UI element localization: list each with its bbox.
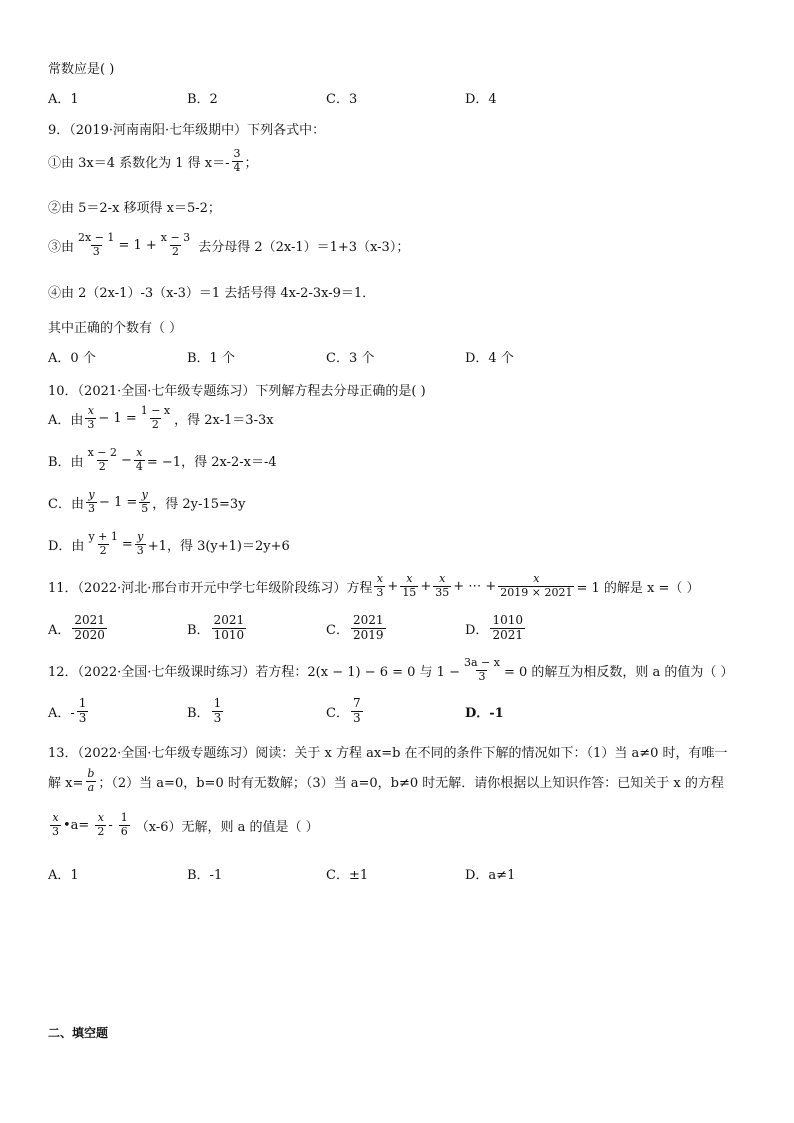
q9-options bbox=[48, 347, 604, 366]
q9-item-4: ④由 2（2x-1）-3（x-3）＝1 去括号得 4x-2-3x-9＝1． bbox=[48, 286, 376, 301]
q8-option-c: C．3 bbox=[326, 92, 358, 107]
q12-fraction: $\frac{3a - x}{3}$ bbox=[463, 656, 500, 683]
q12-stem: 12．（2022·全国·七年级课时练习）若方程：2(x − 1) − 6 = 0 与 1 − $\frac{3a - x}{3}$ = 0 的解互为相反数，则 a 的值为（ ） bbox=[48, 656, 734, 683]
q10-c-fraction-1: $\frac{y}{3}$ bbox=[87, 488, 95, 515]
q13-option-b: B．-1 bbox=[187, 868, 223, 883]
q9-option-d: D．4 个 bbox=[465, 351, 514, 366]
q11-option-c: C． $\frac{2021}{2019}$ bbox=[326, 613, 384, 642]
q12-option-d: D．-1 bbox=[465, 705, 504, 721]
q10-b-fraction-1: $\frac{x - 2}{2}$ bbox=[87, 446, 117, 473]
q13-fraction-2: $\frac{x}{2}$ bbox=[97, 811, 105, 838]
q10-option-a: A．由 $\frac{x}{3}$ − 1 = $\frac{1 - x}{2}$ ，得 2x-1＝3-3x bbox=[48, 404, 274, 431]
q11-option-d: D． $\frac{1010}{2021}$ bbox=[465, 613, 523, 642]
q8-option-d: D．4 bbox=[465, 92, 497, 107]
q8-option-a: A．1 bbox=[48, 92, 79, 107]
q13-option-c: C．±1 bbox=[326, 868, 369, 883]
q10-c-fraction-2: $\frac{y}{5}$ bbox=[141, 488, 149, 515]
q9-item-3-fraction-2: $\frac{x - 3}{2}$ bbox=[160, 231, 191, 258]
q10-a-fraction-1: $\frac{x}{3}$ bbox=[87, 404, 95, 431]
q10-d-fraction-2: $\frac{y}{3}$ bbox=[136, 530, 144, 557]
q10-option-b: B．由 $\frac{x - 2}{2}$ − $\frac{x}{4}$ = −1，得 2x-2-x＝-4 bbox=[48, 446, 277, 473]
q9-item-1: ①由 3x＝4 系数化为 1 得 x＝- $\frac{3}{4}$ ； bbox=[48, 147, 258, 174]
q11-option-b: B． $\frac{2021}{1010}$ bbox=[187, 613, 245, 642]
q13-fraction-b-over-a: $\frac{b}{a}$ bbox=[87, 767, 95, 794]
q13-option-d: D．a≠1 bbox=[465, 868, 516, 883]
q9-item-1-fraction: $\frac{3}{4}$ bbox=[233, 147, 241, 174]
q11-options bbox=[48, 614, 604, 643]
q10-d-fraction-1: $\frac{y + 1}{2}$ bbox=[88, 530, 118, 557]
q13-options bbox=[48, 864, 604, 883]
q10-option-d: D．由 $\frac{y + 1}{2}$ = $\frac{y}{3}$ +1，得 3(y+1)＝2y+6 bbox=[48, 530, 290, 557]
q9-question: 其中正确的个数有（ ） bbox=[48, 321, 183, 336]
q12-option-a: A．- $\frac{1}{3}$ bbox=[48, 696, 87, 725]
section-title-fill-in: 二、填空题 bbox=[48, 1026, 109, 1040]
q10-b-fraction-2: $\frac{x}{4}$ bbox=[135, 446, 143, 473]
q10-a-fraction-2: $\frac{1 - x}{2}$ bbox=[140, 404, 171, 431]
q10-stem: 10．（2021·全国·七年级专题练习）下列解方程去分母正确的是( ) bbox=[48, 384, 426, 399]
q11-fraction-3: $\frac{x}{35}$ bbox=[435, 572, 450, 599]
q11-option-a: A． $\frac{2021}{2020}$ bbox=[48, 613, 105, 642]
q10-option-c: C．由 $\frac{y}{3}$ − 1 = $\frac{y}{5}$ ，得 2y-15=3y bbox=[48, 488, 246, 515]
q13-line-2: 解 x= $\frac{b}{a}$ ；（2）当 a=0，b=0 时有无数解；（3）当 a=0，b≠0 时无解．请你根据以上知识作答：已知关于 x 的方程 bbox=[48, 767, 724, 794]
q11-stem: 11．（2022·河北·邢台市开元中学七年级阶段练习）方程 $\frac{x}{3}$ + $\frac{x}{15}$ + $\frac{x}{35}$ + ⋯ + $\frac{x}{2019 \times 2021}$ = 1 的解是 x =（ ） bbox=[48, 572, 700, 599]
q9-item-2: ②由 5＝2-x 移项得 x＝5-2； bbox=[48, 201, 221, 216]
q8-options bbox=[48, 88, 604, 107]
q8-stem-tail: 常数应是( ) bbox=[48, 62, 115, 77]
q9-option-a: A．0 个 bbox=[48, 351, 96, 366]
q11-fraction-1: $\frac{x}{3}$ bbox=[376, 572, 384, 599]
q9-stem: 9．（2019·河南南阳·七年级期中）下列各式中： bbox=[48, 123, 326, 138]
q13-line-3: $\frac{x}{3}$ •a= $\frac{x}{2}$ - $\frac{1}{6}$ （x-6）无解，则 a 的值是（ ） bbox=[52, 811, 319, 838]
q13-line-1: 13．（2022·全国·七年级专题练习）阅读：关于 x 方程 ax=b 在不同的条件下解的情况如下：（1）当 a≠0 时，有唯一 bbox=[48, 746, 728, 761]
q11-fraction-4: $\frac{x}{2019 \times 2021}$ bbox=[500, 572, 573, 599]
q11-fraction-2: $\frac{x}{15}$ bbox=[402, 572, 417, 599]
q13-option-a: A．1 bbox=[48, 868, 79, 883]
q9-item-3-fraction-1: $\frac{2x - 1}{3}$ bbox=[78, 231, 115, 258]
q12-options bbox=[48, 697, 604, 726]
q12-option-c: C． $\frac{7}{3}$ bbox=[326, 696, 361, 725]
q13-fraction-1: $\frac{x}{3}$ bbox=[52, 811, 59, 838]
q13-fraction-3: $\frac{1}{6}$ bbox=[120, 811, 128, 838]
q9-option-c: C．3 个 bbox=[326, 351, 375, 366]
q9-item-3: ③由 $\frac{2x - 1}{3}$ = 1 + $\frac{x - 3}{2}$ 去分母得 2（2x-1）＝1+3（x-3）； bbox=[48, 231, 410, 258]
q12-option-b: B． $\frac{1}{3}$ bbox=[187, 696, 222, 725]
q9-option-b: B．1 个 bbox=[187, 351, 235, 366]
q8-option-b: B．2 bbox=[187, 92, 218, 107]
